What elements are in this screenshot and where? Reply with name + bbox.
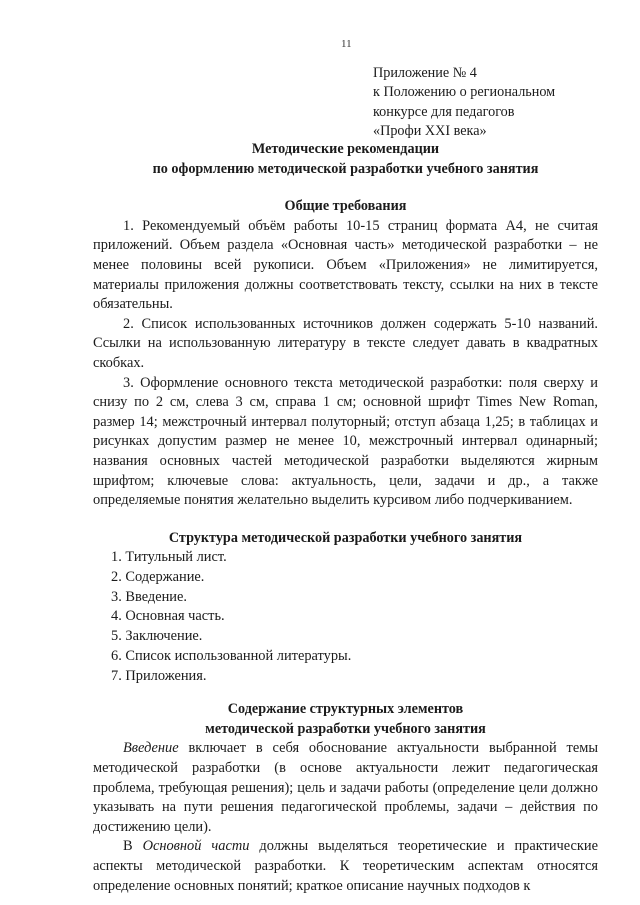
paragraph-main-text: должны выделяться теоретические и практические аспекты методической разработки. К теоретическим аспектам относятся определение основных понятий; краткое описание научных подходов к bbox=[93, 838, 599, 894]
appendix-line: к Положению о региональном bbox=[373, 84, 556, 101]
section-heading-structure: Структура методической разработки учебного занятия bbox=[168, 529, 523, 546]
list-item: 5. Заключение. bbox=[111, 628, 203, 645]
section-heading-content: Содержание структурных элементов bbox=[227, 701, 464, 718]
structure-list bbox=[93, 548, 598, 686]
term-introduction: Введение bbox=[123, 740, 179, 757]
appendix-line: Приложение № 4 bbox=[373, 65, 477, 81]
paragraph-2: 2. Список использованных источников должен содержать 5-10 названий. Ссылки на использованную литературу в тексте следует давать в квадратных скобках. bbox=[93, 315, 598, 371]
appendix-note bbox=[373, 64, 555, 141]
page-number: 11 bbox=[341, 38, 352, 50]
document-subtitle: по оформлению методической разработки учебного занятия bbox=[152, 160, 539, 177]
paragraph-introduction bbox=[93, 739, 598, 837]
section-heading-general: Общие требования bbox=[284, 198, 407, 215]
section-heading-content-2: методической разработки учебного занятия bbox=[205, 720, 486, 737]
list-item: 7. Приложения. bbox=[111, 667, 207, 684]
appendix-line: «Профи XXI века» bbox=[373, 122, 487, 139]
document-title: Методические рекомендации bbox=[251, 141, 440, 157]
appendix-line: конкурсе для педагогов bbox=[373, 103, 515, 120]
paragraph-main-prefix: В bbox=[123, 838, 143, 855]
paragraph-1: 1. Рекомендуемый объём работы 10-15 страниц формата А4, не считая приложений. Объем раздела «Основная часть» методической разработки – не менее половины всей рукописи. Объем «Приложения» не лимитируется, материалы приложения должны соответствовать тексту, ссылки на них в тексте обязательны. bbox=[93, 217, 598, 313]
paragraph-3: 3. Оформление основного текста методической разработки: поля сверху и снизу по 2 см, слева 3 см, справа 1 см; основной шрифт Times New Roman, размер 14; межстрочный интервал полуторный; отступ абзаца 1,25; в таблицах и рисунках допустим размер не менее 10, межстрочный интервал одинарный; названия основных частей методической разработки выделяются жирным шрифтом; ключевые слова: актуальность, цели, задачи и др., а также определяемые понятия желательно выделить курсивом либо подчеркиванием. bbox=[93, 374, 598, 509]
term-main-part: Основной части bbox=[142, 838, 250, 855]
list-item: 3. Введение. bbox=[111, 588, 187, 605]
paragraph-main-part bbox=[93, 837, 598, 896]
list-item: 6. Список использованной литературы. bbox=[111, 647, 352, 664]
document-body bbox=[93, 140, 598, 896]
list-item: 4. Основная часть. bbox=[111, 608, 225, 625]
list-item: 2. Содержание. bbox=[111, 568, 205, 585]
paragraph-introduction-text: включает в себя обоснование актуальности выбранной темы методической разработки (в основе актуальности лежит педагогическая проблема, требующая решения); цель и задачи работы (определение цели должно указывать на пути решения педагогической проблемы, задачи – действия по достижению цели). bbox=[93, 740, 598, 835]
list-item: 1. Титульный лист. bbox=[111, 549, 227, 566]
